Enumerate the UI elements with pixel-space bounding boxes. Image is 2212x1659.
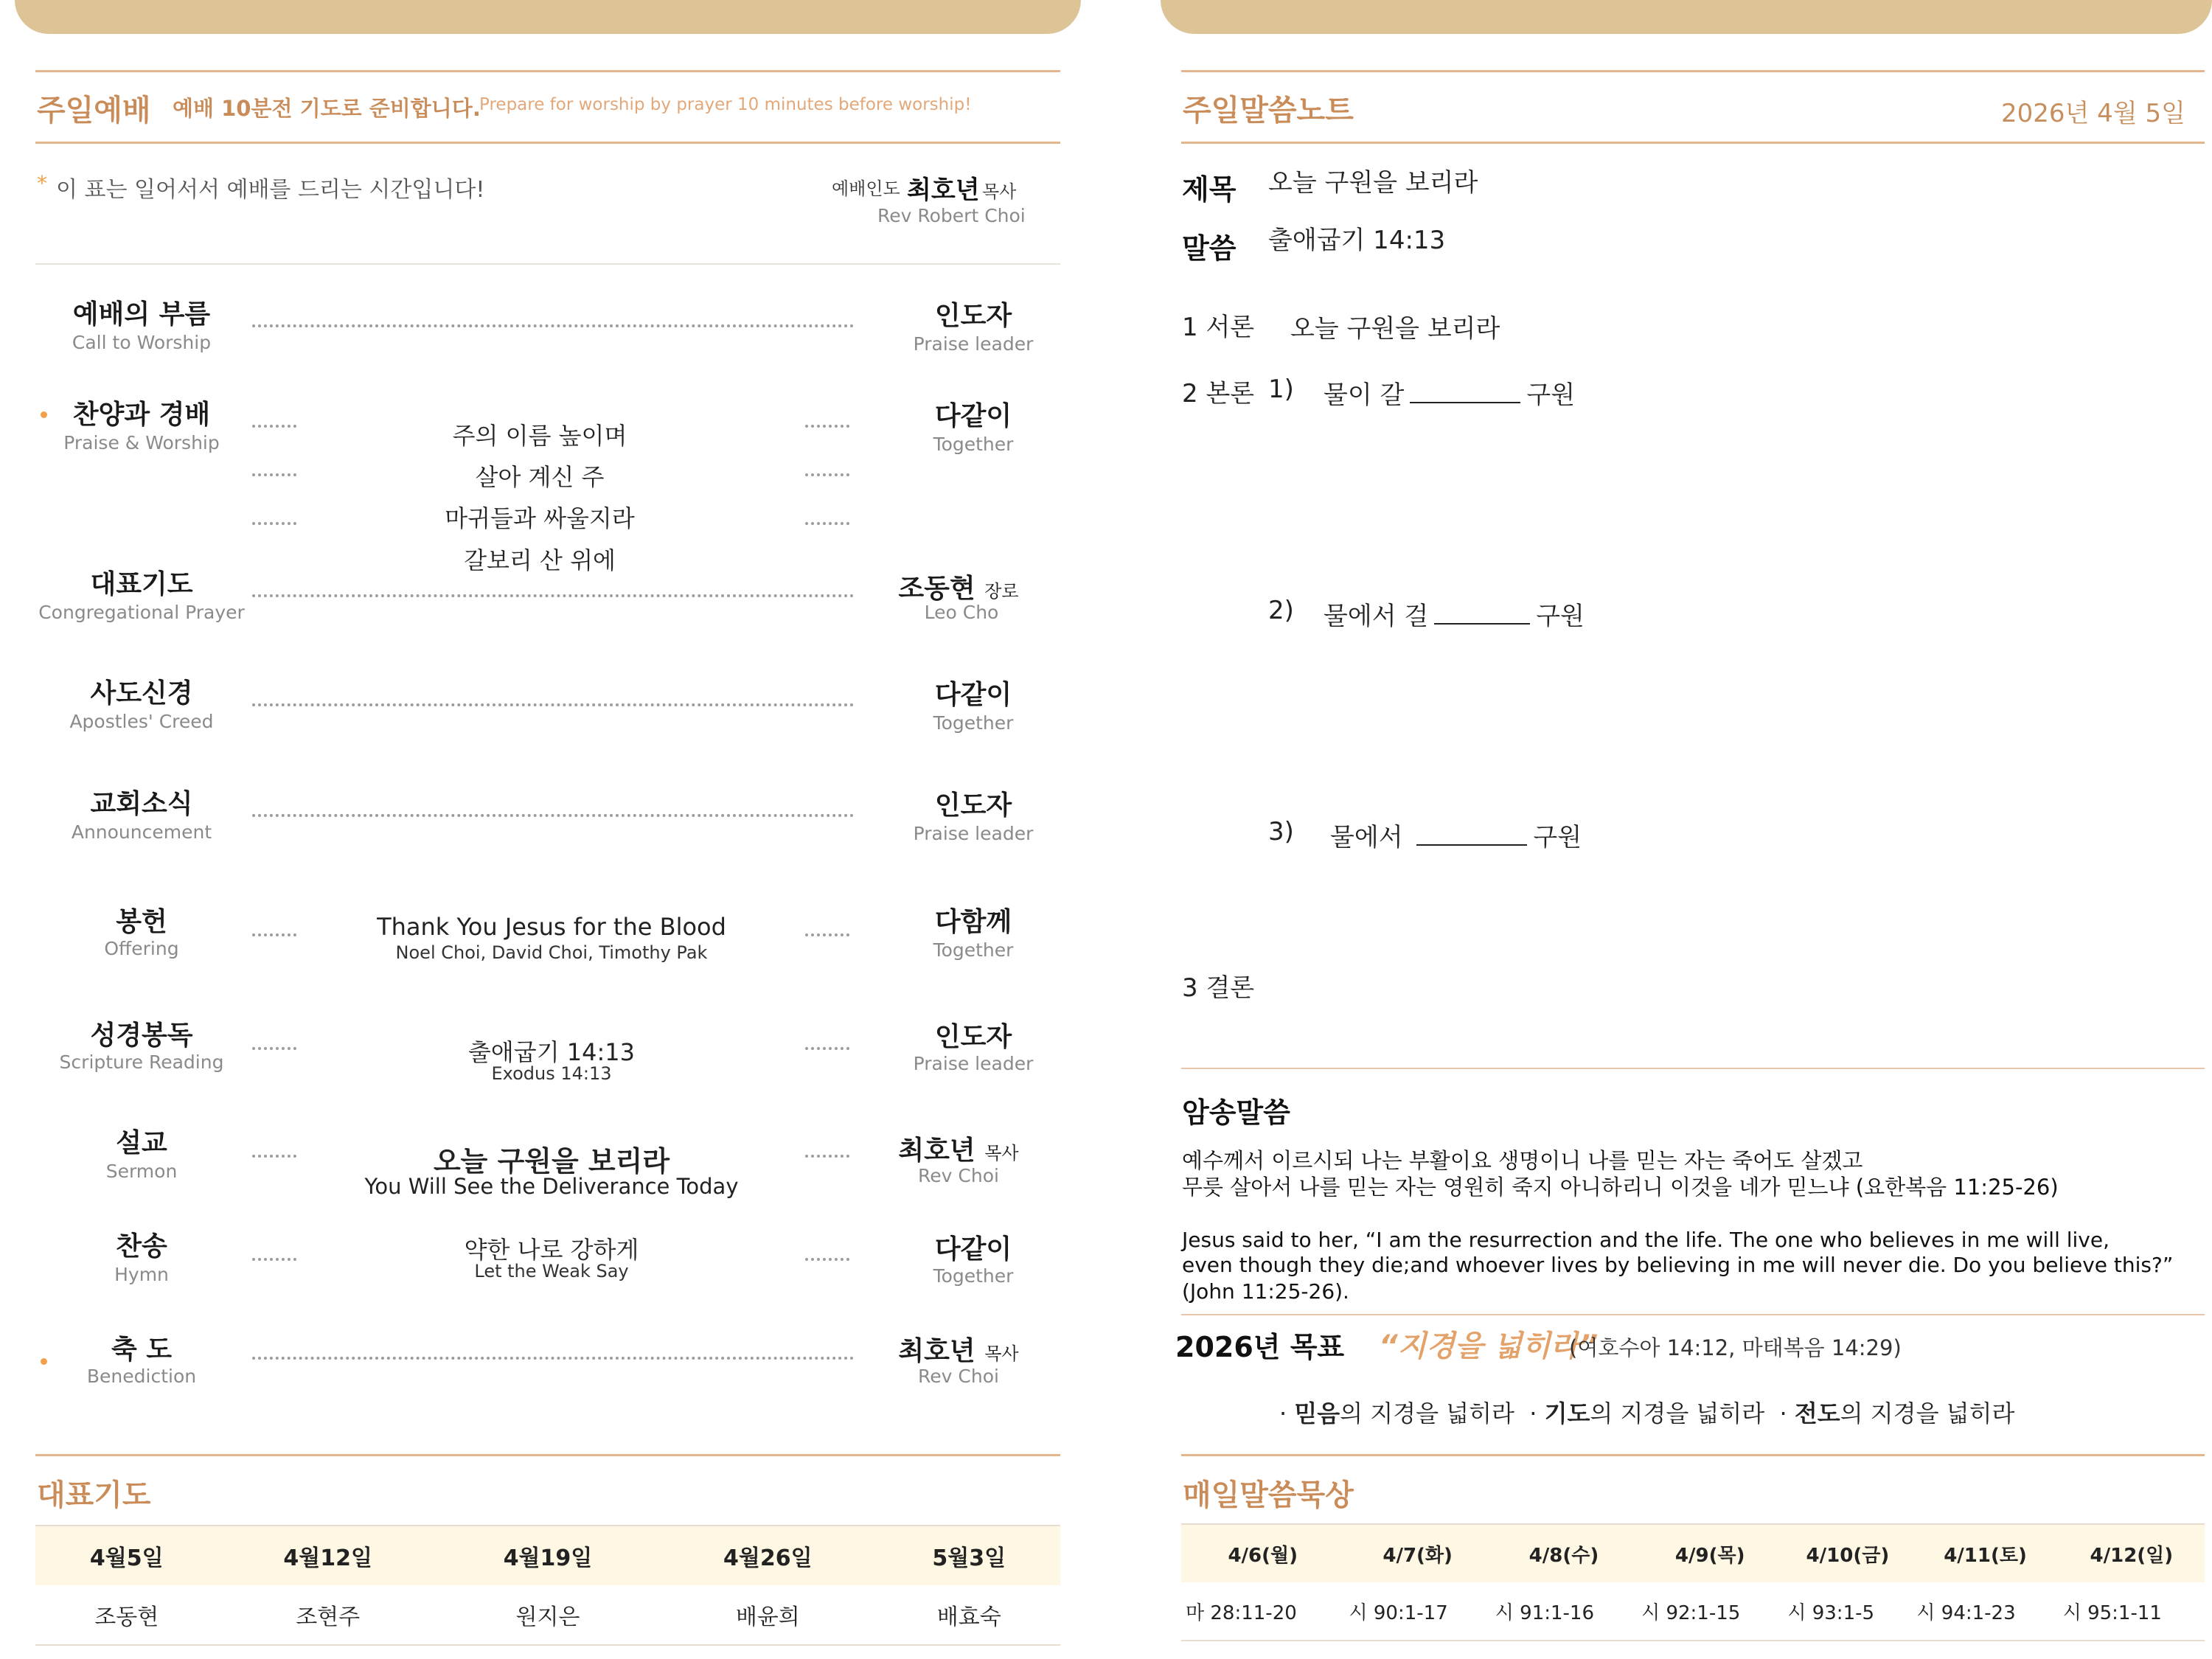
offering-performers: Noel Choi, David Choi, Timothy Pak bbox=[395, 942, 708, 963]
prayer-name: 조현주 bbox=[218, 1585, 438, 1645]
standing-note: 이 표는 일어서서 예배를 드리는 시간입니다! bbox=[56, 177, 485, 203]
point-number: 2) bbox=[1268, 596, 1294, 625]
daily-date: 4/6(월) bbox=[1181, 1524, 1345, 1582]
prayer-schedule-table bbox=[35, 1525, 1060, 1646]
scripture-value: 출애굽기 14:13 bbox=[1268, 226, 1446, 255]
daily-reference: 시 92:1-15 bbox=[1637, 1582, 1783, 1641]
memory-verse-ko-2: 무릇 살아서 나를 믿는 자는 영원히 죽지 아니하리니 이것을 네가 믿느냐 (요한복음 11:25-26) bbox=[1182, 1175, 2059, 1200]
point-number: 1) bbox=[1268, 375, 1294, 404]
offering-leader: 다함께 bbox=[934, 907, 1012, 937]
divider bbox=[35, 263, 1060, 265]
praise-worship-leader-en: Together bbox=[933, 434, 1014, 455]
divider bbox=[35, 142, 1060, 144]
announcement-leader: 인도자 bbox=[934, 790, 1012, 821]
intro-label: 1 서론 bbox=[1182, 313, 1255, 342]
scripture-ref: 출애굽기 14:13 bbox=[467, 1038, 636, 1066]
creed-leader-en: Together bbox=[933, 712, 1014, 734]
prayer-date: 4월12일 bbox=[218, 1526, 438, 1585]
leader-dots bbox=[805, 425, 849, 428]
table-row bbox=[1181, 1582, 2205, 1641]
leader-dots bbox=[805, 1047, 849, 1050]
memory-verse-ko-1: 예수께서 이르시되 나는 부활이요 생명이니 나를 믿는 자는 죽어도 살겠고 bbox=[1182, 1148, 1863, 1173]
creed-title: 사도신경 bbox=[90, 678, 193, 709]
prayer-date: 5월3일 bbox=[877, 1526, 1060, 1585]
prayer-leader: 조동현 장로 bbox=[898, 574, 1019, 604]
divider bbox=[35, 70, 1060, 72]
daily-reference: 시 93:1-5 bbox=[1783, 1582, 1912, 1641]
prayer-name: 배효숙 bbox=[877, 1585, 1060, 1645]
sermon-title-value: 오늘 구원을 보리라 bbox=[1268, 168, 1478, 198]
call-to-worship-leader: 인도자 bbox=[934, 301, 1012, 331]
leader-name: 최호년 bbox=[907, 175, 980, 205]
goal-reference: (여호수아 14:12, 마태복음 14:29) bbox=[1569, 1335, 1902, 1360]
call-to-worship-title: 예배의 부름 bbox=[72, 299, 211, 330]
table-row bbox=[1181, 1524, 2205, 1582]
worship-prep-en: Prepare for worship by prayer 10 minutes before worship! bbox=[479, 95, 972, 114]
offering-leader-en: Together bbox=[933, 939, 1014, 961]
leader-dots bbox=[252, 1155, 296, 1158]
daily-date: 4/9(목) bbox=[1637, 1524, 1783, 1582]
scripture-title: 성경봉독 bbox=[90, 1020, 193, 1051]
offering-song: Thank You Jesus for the Blood bbox=[377, 913, 726, 941]
hymn-name: 약한 나로 강하게 bbox=[464, 1236, 639, 1264]
prayer-schedule-title: 대표기도 bbox=[37, 1478, 151, 1512]
point-fill-in: 물에서 구원 bbox=[1330, 823, 1582, 852]
top-tab-left bbox=[15, 0, 1081, 34]
goal-motto: “지경을 넓히라” bbox=[1379, 1329, 1599, 1363]
daily-date: 4/12(일) bbox=[2059, 1524, 2205, 1582]
daily-reference: 시 91:1-16 bbox=[1491, 1582, 1637, 1641]
leader-dots bbox=[252, 814, 854, 817]
table-row bbox=[35, 1526, 1060, 1585]
worship-title: 주일예배 bbox=[37, 94, 151, 128]
daily-reference: 시 90:1-17 bbox=[1345, 1582, 1491, 1641]
leader-title: 목사 bbox=[982, 181, 1017, 202]
divider bbox=[1181, 70, 2205, 72]
prayer-name: 배윤희 bbox=[658, 1585, 877, 1645]
song-4: 갈보리 산 위에 bbox=[464, 546, 616, 574]
leader-dots bbox=[252, 933, 296, 936]
notes-title: 주일말씀노트 bbox=[1183, 94, 1354, 128]
daily-reference: 시 95:1-11 bbox=[2059, 1582, 2205, 1641]
worship-prep-ko: 예배 10분전 기도로 준비합니다. bbox=[173, 96, 481, 121]
sermon-leader: 최호년 목사 bbox=[898, 1135, 1019, 1166]
sermon-en: Sermon bbox=[105, 1161, 178, 1182]
memory-verse-en-2: even though they die;and whoever lives by believing in me will never die. Do you believe this?” bbox=[1182, 1253, 2174, 1277]
sermon-title-label: 제목 bbox=[1182, 173, 1237, 206]
prayer-name: 원지은 bbox=[438, 1585, 658, 1645]
sermon-leader-en: Rev Choi bbox=[918, 1165, 999, 1186]
memory-verse-en-1: Jesus said to her, “I am the resurrection and the life. The one who believes in me will live, bbox=[1182, 1228, 2110, 1252]
daily-date: 4/10(금) bbox=[1783, 1524, 1912, 1582]
announcement-title: 교회소식 bbox=[90, 789, 193, 819]
divider bbox=[1181, 1314, 2205, 1315]
divider bbox=[1181, 1068, 2205, 1069]
sermon-title-en: You Will See the Deliverance Today bbox=[364, 1174, 739, 1199]
leader-dots bbox=[805, 522, 849, 525]
leader-dots bbox=[252, 1357, 854, 1360]
conclusion-label: 3 결론 bbox=[1182, 973, 1255, 1003]
body-label: 2 본론 bbox=[1182, 379, 1255, 408]
call-to-worship-en: Call to Worship bbox=[72, 332, 212, 353]
leader-dots bbox=[252, 324, 854, 327]
announcement-en: Announcement bbox=[71, 821, 212, 843]
scripture-en: Scripture Reading bbox=[59, 1051, 224, 1073]
goal-label: 2026년 목표 bbox=[1175, 1331, 1345, 1363]
scripture-leader: 인도자 bbox=[934, 1022, 1012, 1052]
leader-dots bbox=[805, 933, 849, 936]
memory-verse-en-3: (John 11:25-26). bbox=[1182, 1279, 1349, 1304]
daily-date: 4/8(수) bbox=[1491, 1524, 1637, 1582]
goals-line: · 믿음의 지경을 넓히라 · 기도의 지경을 넓히라 · 전도의 지경을 넓히라 bbox=[1279, 1399, 2015, 1427]
prayer-name: 조동현 bbox=[35, 1585, 218, 1645]
benediction-en: Benediction bbox=[86, 1366, 197, 1387]
hymn-leader: 다같이 bbox=[934, 1234, 1012, 1265]
creed-en: Apostles' Creed bbox=[69, 711, 214, 732]
scripture-leader-en: Praise leader bbox=[913, 1053, 1034, 1074]
divider bbox=[1181, 142, 2205, 144]
song-1: 주의 이름 높이며 bbox=[452, 422, 627, 450]
prayer-title: 대표기도 bbox=[90, 569, 193, 599]
prayer-leader-en: Leo Cho bbox=[924, 602, 999, 623]
divider bbox=[1181, 1454, 2205, 1456]
announcement-leader-en: Praise leader bbox=[913, 823, 1034, 844]
standing-star-icon: * bbox=[37, 171, 47, 195]
call-to-worship-leader-en: Praise leader bbox=[913, 333, 1034, 355]
top-tab-right bbox=[1161, 0, 2212, 34]
prayer-date: 4월19일 bbox=[438, 1526, 658, 1585]
leader-dots bbox=[252, 703, 854, 706]
daily-devotion-table bbox=[1181, 1523, 2205, 1641]
benediction-leader: 최호년 목사 bbox=[898, 1336, 1019, 1366]
leader-dots bbox=[805, 1155, 849, 1158]
hymn-name-en: Let the Weak Say bbox=[474, 1261, 629, 1281]
daily-date: 4/11(토) bbox=[1912, 1524, 2058, 1582]
prayer-en: Congregational Prayer bbox=[38, 602, 245, 623]
point-fill-in: 물이 갈 구원 bbox=[1324, 380, 1576, 410]
leader-dots bbox=[252, 522, 296, 525]
scripture-ref-en: Exodus 14:13 bbox=[491, 1063, 612, 1084]
leader-dots bbox=[252, 1047, 296, 1050]
creed-leader: 다같이 bbox=[934, 680, 1012, 710]
leader-dots bbox=[252, 1258, 296, 1261]
prayer-date: 4월5일 bbox=[35, 1526, 218, 1585]
sermon-title: 설교 bbox=[116, 1128, 167, 1158]
sermon-title-ko: 오늘 구원을 보리라 bbox=[433, 1145, 670, 1178]
song-2: 살아 계신 주 bbox=[475, 463, 605, 491]
scripture-label: 말씀 bbox=[1182, 232, 1237, 265]
notes-date: 2026년 4월 5일 bbox=[2001, 99, 2185, 128]
point-number: 3) bbox=[1268, 817, 1294, 846]
offering-title: 봉헌 bbox=[116, 907, 167, 937]
leader-name-en: Rev Robert Choi bbox=[877, 205, 1026, 226]
daily-reference: 마 28:11-20 bbox=[1181, 1582, 1345, 1641]
song-3: 마귀들과 싸울지라 bbox=[445, 504, 635, 532]
leader-dots bbox=[805, 473, 849, 476]
prayer-date: 4월26일 bbox=[658, 1526, 877, 1585]
leader-label: 예배인도 bbox=[832, 178, 900, 199]
praise-worship-en: Praise & Worship bbox=[63, 432, 220, 453]
daily-devotion-title: 매일말씀묵상 bbox=[1183, 1478, 1354, 1512]
divider bbox=[35, 1454, 1060, 1456]
leader-dots bbox=[252, 594, 854, 597]
daily-reference: 시 94:1-23 bbox=[1912, 1582, 2058, 1641]
benediction-leader-en: Rev Choi bbox=[918, 1366, 999, 1387]
leader-dots bbox=[252, 425, 296, 428]
hymn-leader-en: Together bbox=[933, 1265, 1014, 1287]
point-fill-in: 물에서 걸 구원 bbox=[1324, 602, 1585, 631]
offering-en: Offering bbox=[104, 938, 179, 959]
praise-worship-leader: 다같이 bbox=[934, 401, 1012, 431]
hymn-en: Hymn bbox=[114, 1264, 169, 1285]
praise-worship-title: 찬양과 경배 bbox=[72, 400, 211, 430]
hymn-title: 찬송 bbox=[116, 1231, 167, 1262]
leader-dots bbox=[805, 1258, 849, 1261]
memory-title: 암송말씀 bbox=[1182, 1096, 1290, 1129]
daily-date: 4/7(화) bbox=[1345, 1524, 1491, 1582]
benediction-title: 축 도 bbox=[111, 1335, 173, 1365]
table-row bbox=[35, 1585, 1060, 1645]
leader-dots bbox=[252, 473, 296, 476]
intro-text: 오늘 구원을 보리라 bbox=[1290, 314, 1500, 344]
